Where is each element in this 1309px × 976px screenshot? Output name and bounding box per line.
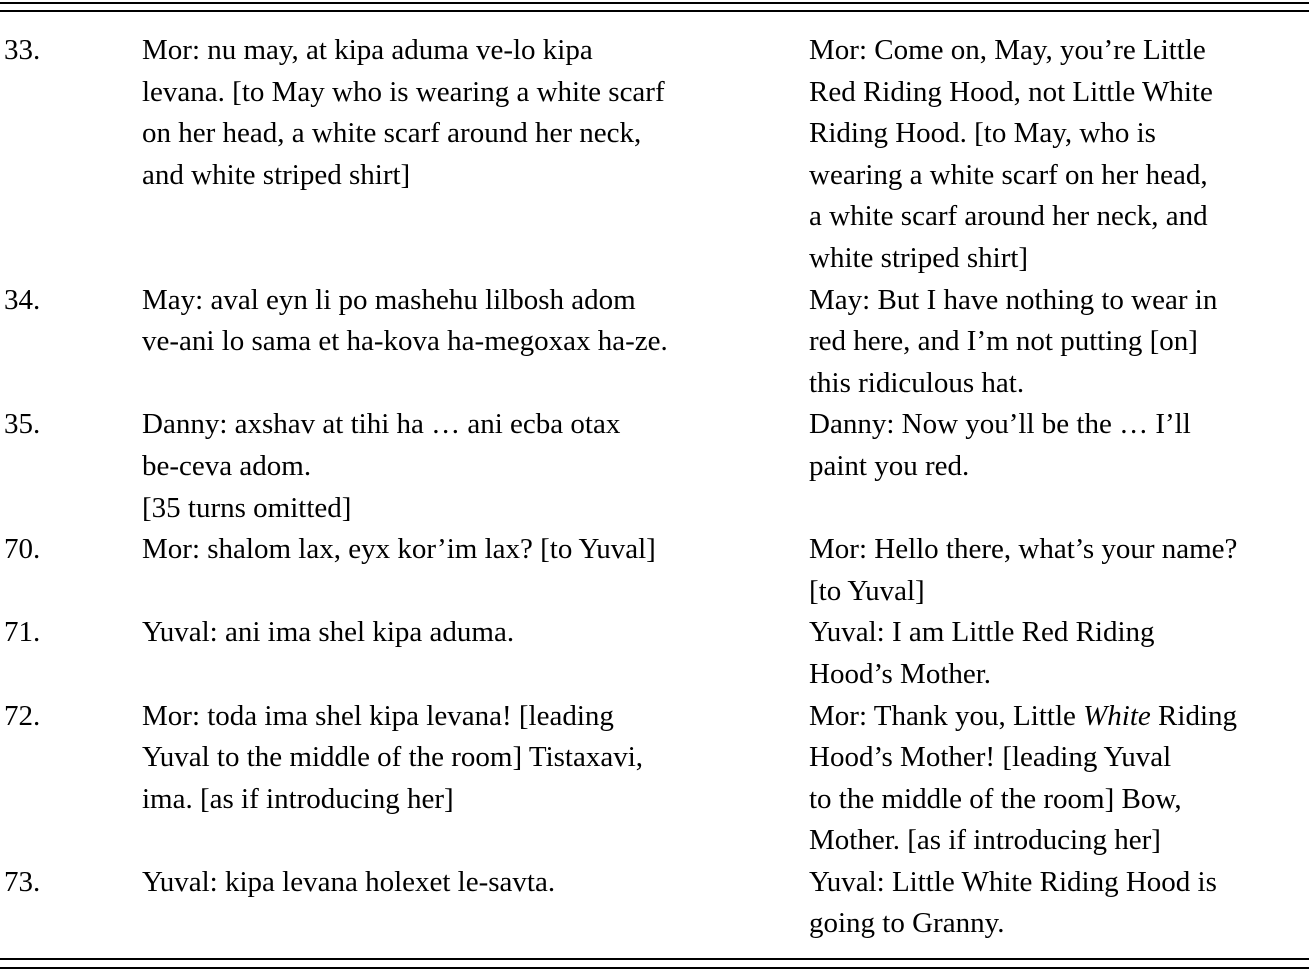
turn-number: 35. — [4, 408, 41, 441]
turn-number: 71. — [4, 616, 41, 649]
translated-utterance: Mor: Come on, May, you’re Little Red Riding Hood, not Little White Riding Hood. [to May, who is wearing a white scarf on her head, a white scarf around her neck, and white striped shirt] — [809, 34, 1213, 274]
translated-utterance: Yuval: I am Little Red Riding Hood’s Mother. — [809, 616, 1155, 690]
transcript-table — [0, 30, 1309, 945]
translated-utterance — [809, 696, 1309, 862]
original-utterance: Mor: nu may, at kipa aduma ve-lo kipa levana. [to May who is wearing a white scarf on her head, a white scarf around her neck, and white striped shirt] — [142, 34, 665, 191]
translation-italic-word: White — [1083, 699, 1151, 732]
table-row — [0, 404, 1309, 529]
original-utterance: Mor: toda ima shel kipa levana! [leading Yuval to the middle of the room] Tistaxavi, ima. [as if introducing her] — [142, 699, 644, 815]
top-rule-2 — [0, 10, 1309, 12]
original-utterance: May: aval eyn li po mashehu lilbosh adom ve-ani lo sama et ha-kova ha-megoxax ha-ze. — [142, 283, 668, 358]
translation-text-before: Mor: Thank you, Little — [809, 699, 1084, 732]
translated-utterance: May: But I have nothing to wear in red here, and I’m not putting [on] this ridiculous hat. — [809, 283, 1218, 399]
translated-utterance: Mor: Hello there, what’s your name? [to Yuval] — [809, 533, 1238, 607]
turn-number: 72. — [4, 699, 41, 732]
original-utterance: Yuval: kipa levana holexet le-savta. — [142, 865, 556, 898]
table-row — [0, 529, 1309, 612]
bottom-rule-2 — [0, 967, 1309, 969]
table-row — [0, 612, 1309, 695]
original-utterance: Yuval: ani ima shel kipa aduma. — [142, 616, 515, 649]
top-rule-1 — [0, 2, 1309, 4]
table-row — [0, 280, 1309, 405]
turn-number: 70. — [4, 533, 41, 566]
table-row — [0, 862, 1309, 945]
translation-text-after: Riding Hood’s Mother! [leading Yuval to the middle of the room] Bow, Mother. [as if introducing her] — [809, 699, 1238, 857]
table-row — [0, 30, 1309, 280]
table-row — [0, 696, 1309, 862]
turn-number: 34. — [4, 283, 41, 316]
bottom-rule-1 — [0, 958, 1309, 960]
turn-number: 73. — [4, 865, 41, 898]
translated-utterance: Yuval: Little White Riding Hood is going to Granny. — [809, 865, 1217, 940]
original-utterance: Danny: axshav at tihi ha … ani ecba otax be-ceva adom. [35 turns omitted] — [142, 408, 621, 524]
turn-number: 33. — [4, 34, 41, 66]
original-utterance: Mor: shalom lax, eyx kor’im lax? [to Yuval] — [142, 533, 656, 566]
translated-utterance: Danny: Now you’ll be the … I’ll paint you red. — [809, 408, 1191, 482]
